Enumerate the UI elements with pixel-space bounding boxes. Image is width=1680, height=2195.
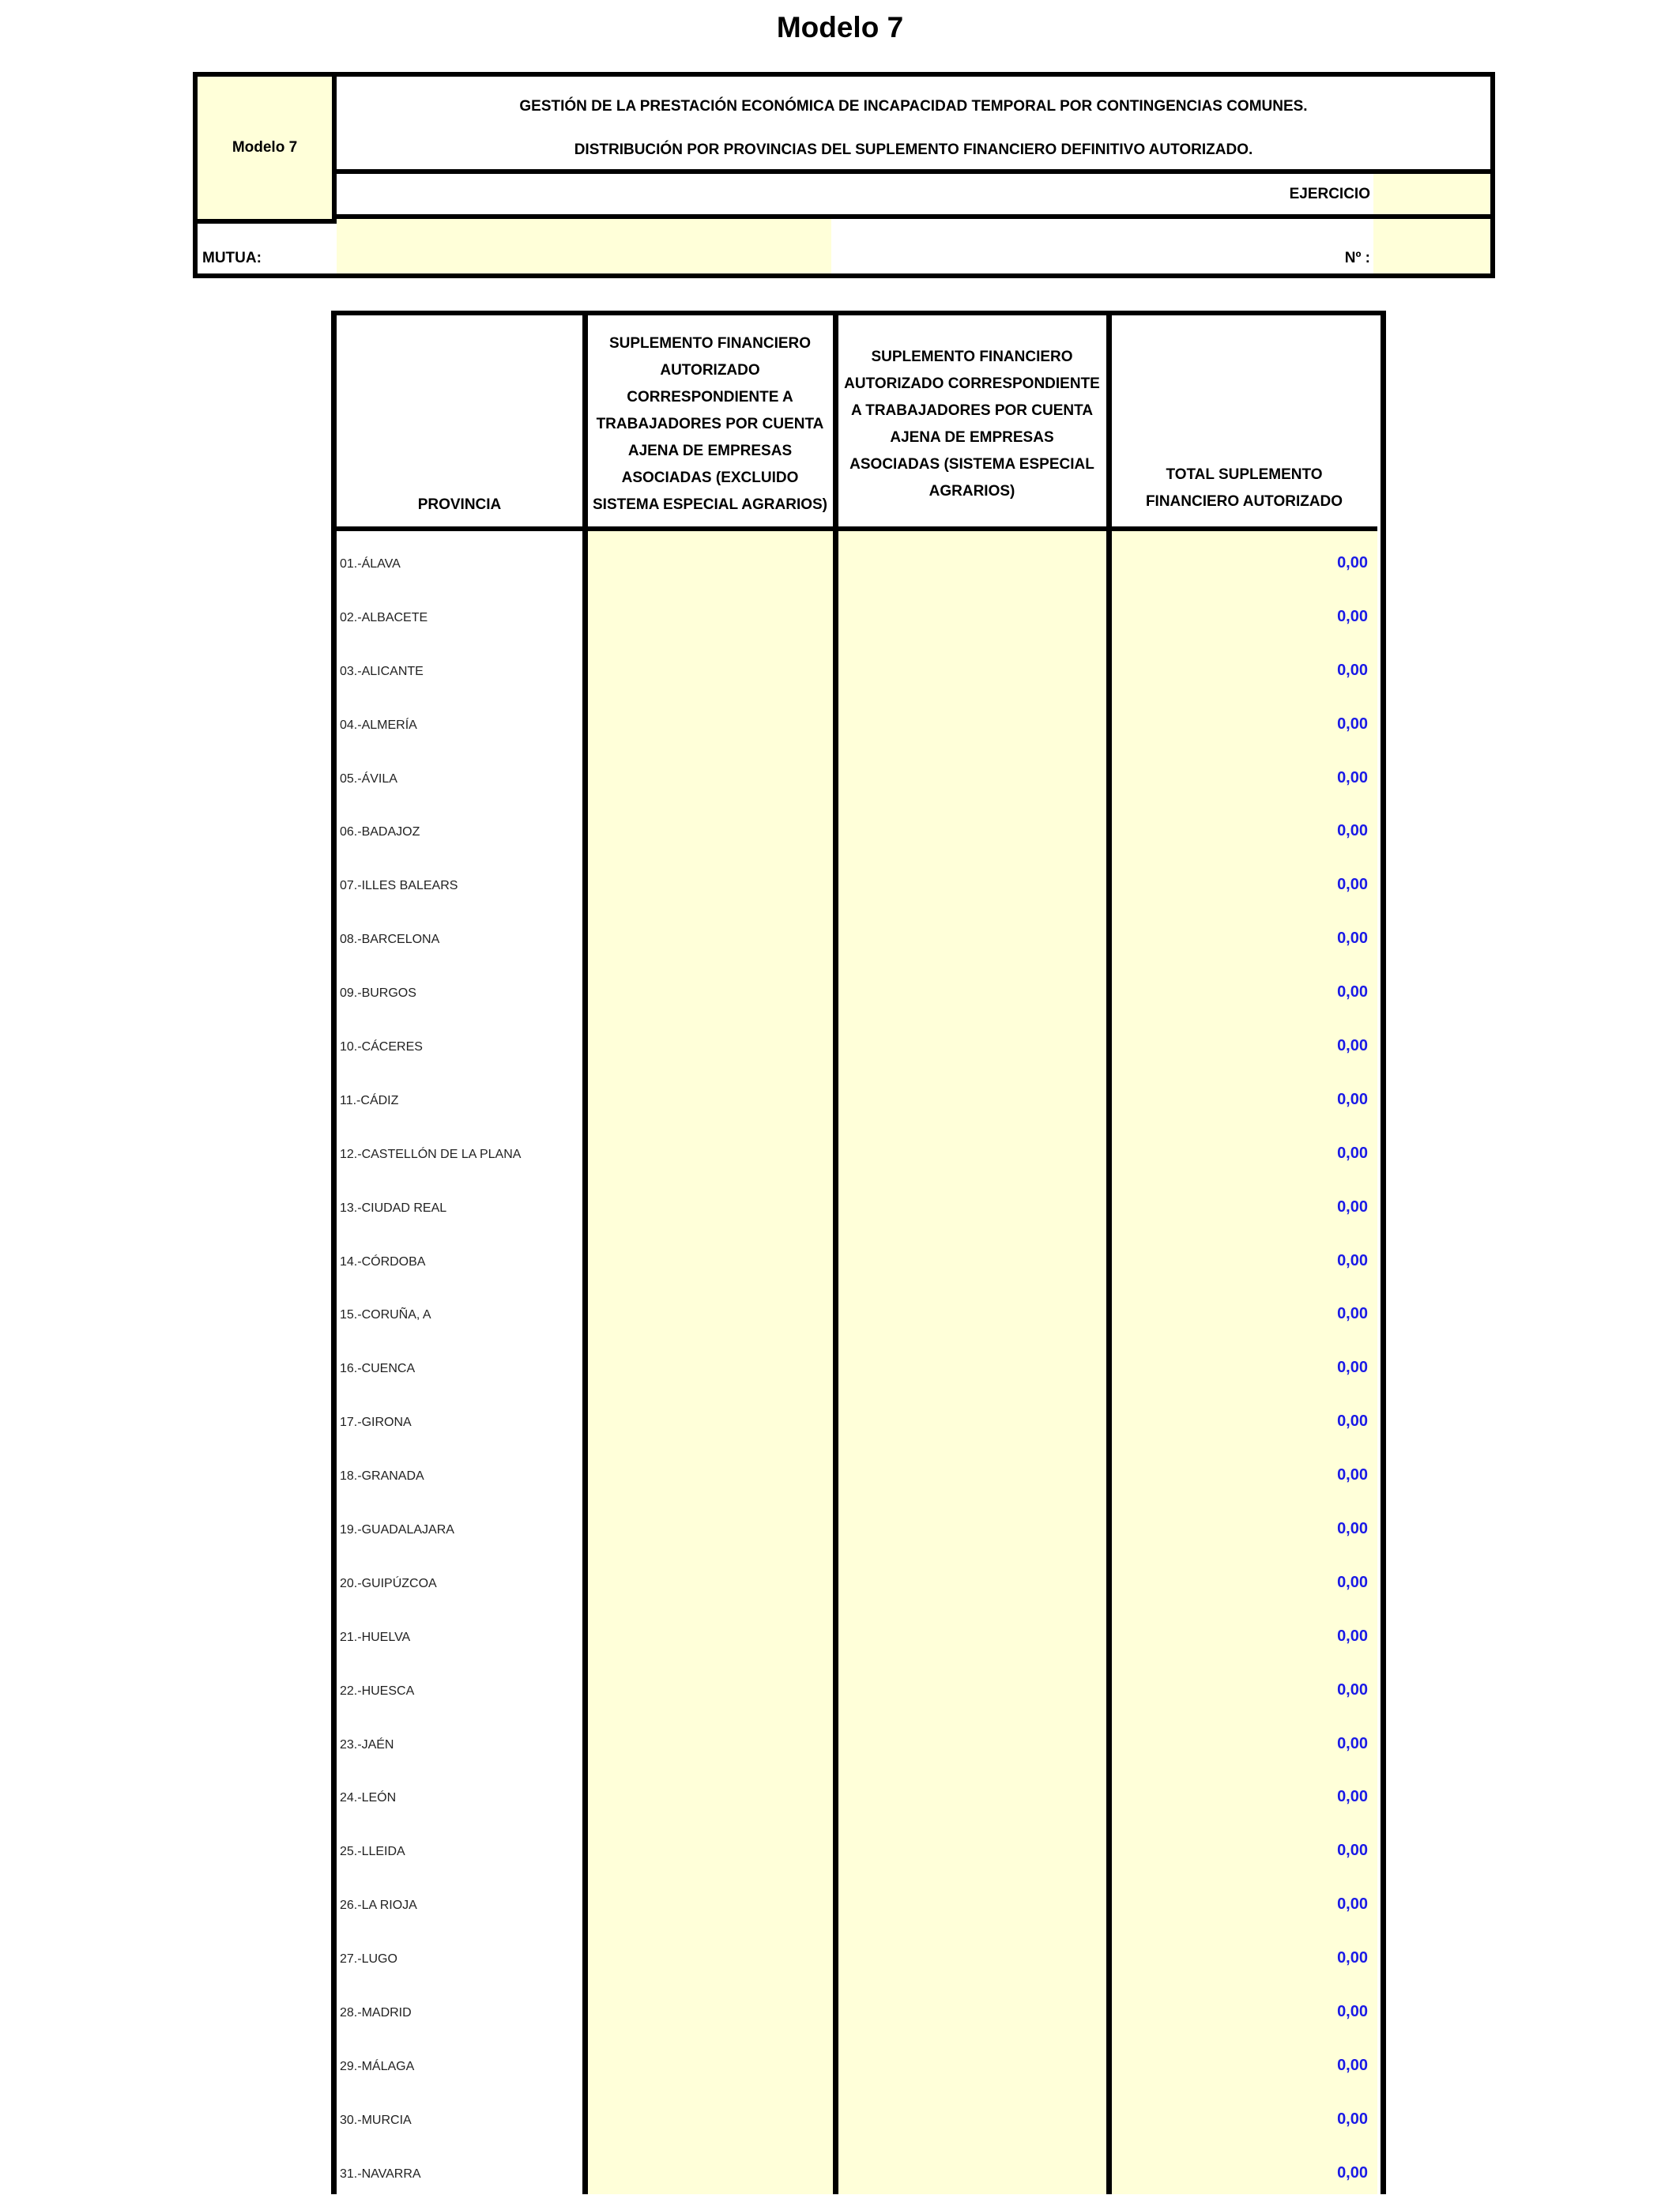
table-row <box>331 1014 1377 1068</box>
total-value: 0,00 <box>1337 1197 1368 1216</box>
total-value: 0,00 <box>1337 1842 1368 1860</box>
model-cell <box>198 77 337 224</box>
model-label: Modelo 7 <box>232 139 298 156</box>
provincia-name: 11.-CÁDIZ <box>340 1093 399 1107</box>
provincia-name: 30.-MURCIA <box>340 2113 412 2127</box>
total-value: 0,00 <box>1337 1090 1368 1108</box>
provincia-name: 20.-GUIPÚZCOA <box>340 1576 437 1590</box>
table-row <box>331 1819 1377 1873</box>
header-line: CORRESPONDIENTE A <box>627 388 793 405</box>
ejercicio-input[interactable] <box>1373 174 1490 214</box>
total-value: 0,00 <box>1337 607 1368 625</box>
total-value: 0,00 <box>1337 2003 1368 2021</box>
table-row <box>331 1980 1377 2034</box>
table-row <box>331 1336 1377 1390</box>
header-suplemento-excluido <box>587 315 833 526</box>
total-value: 0,00 <box>1337 1305 1368 1323</box>
table-row <box>331 960 1377 1014</box>
table-row <box>331 692 1377 746</box>
provincia-name: 13.-CIUDAD REAL <box>340 1201 447 1215</box>
provincia-name: 12.-CASTELLÓN DE LA PLANA <box>340 1147 522 1161</box>
table-top-border <box>331 311 1386 315</box>
provincia-name: 08.-BARCELONA <box>340 933 440 947</box>
total-value: 0,00 <box>1337 715 1368 733</box>
table-row <box>331 746 1377 800</box>
table-row <box>331 1497 1377 1551</box>
header-provincia <box>337 315 582 526</box>
form-title-line-1: GESTIÓN DE LA PRESTACIÓN ECONÓMICA DE INCAPACIDAD TEMPORAL POR CONTINGENCIAS COMUNES. <box>519 98 1308 115</box>
table-border-right <box>1381 311 1386 2194</box>
header-line: A TRABAJADORES POR CUENTA <box>850 402 1094 419</box>
table-row <box>331 639 1377 692</box>
table-row <box>331 1068 1377 1122</box>
page-title: Modelo 7 <box>776 11 904 43</box>
provincia-name: 06.-BADAJOZ <box>340 825 420 839</box>
total-value: 0,00 <box>1337 930 1368 948</box>
header-line: TRABAJADORES POR CUENTA <box>596 415 824 432</box>
table-row <box>331 853 1377 907</box>
table-body <box>331 531 1377 2195</box>
header-line: AUTORIZADO <box>660 361 760 379</box>
provincia-name: 17.-GIRONA <box>340 1416 412 1430</box>
total-value: 0,00 <box>1337 1251 1368 1269</box>
provincia-name: 22.-HUESCA <box>340 1684 415 1698</box>
mutua-label: MUTUA: <box>202 250 262 266</box>
table-row <box>331 1551 1377 1605</box>
total-value: 0,00 <box>1337 1573 1368 1591</box>
total-value: 0,00 <box>1337 876 1368 894</box>
header-line: AGRARIOS) <box>929 482 1015 500</box>
provincia-name: 23.-JAÉN <box>340 1737 394 1752</box>
table-row <box>331 1658 1377 1712</box>
header-provincia-line: PROVINCIA <box>417 496 502 513</box>
total-value: 0,00 <box>1337 1895 1368 1914</box>
table-row <box>331 1282 1377 1336</box>
table-row <box>331 2088 1377 2141</box>
form-title-line-2: DISTRIBUCIÓN POR PROVINCIAS DEL SUPLEMENTO FINANCIERO DEFINITIVO AUTORIZADO. <box>574 141 1253 158</box>
total-value: 0,00 <box>1337 1412 1368 1431</box>
header-line: AJENA DE EMPRESAS <box>890 428 1054 446</box>
provincia-name: 15.-CORUÑA, A <box>340 1308 431 1322</box>
total-value: 0,00 <box>1337 1949 1368 1967</box>
provincia-name: 01.-ÁLAVA <box>340 557 401 571</box>
provincia-name: 04.-ALMERÍA <box>340 718 417 732</box>
provincia-name: 02.-ALBACETE <box>340 610 428 624</box>
header-suplemento-agrarios <box>838 315 1106 526</box>
provincia-name: 27.-LUGO <box>340 1952 397 1967</box>
table-row <box>331 1873 1377 1926</box>
form-title-cell <box>337 77 1490 174</box>
total-value: 0,00 <box>1337 554 1368 571</box>
total-value: 0,00 <box>1337 2110 1368 2128</box>
provincia-name: 31.-NAVARRA <box>340 2167 421 2181</box>
table-row <box>331 1443 1377 1497</box>
provincia-name: 05.-ÁVILA <box>340 771 397 786</box>
header-line: SUPLEMENTO FINANCIERO <box>608 334 812 352</box>
table-row <box>331 1605 1377 1658</box>
header-line: TOTAL SUPLEMENTO <box>1166 466 1323 483</box>
provincia-name: 18.-GRANADA <box>340 1469 424 1484</box>
total-value: 0,00 <box>1337 822 1368 840</box>
provincia-name: 14.-CÓRDOBA <box>340 1254 426 1269</box>
total-value: 0,00 <box>1337 1680 1368 1699</box>
table-row <box>331 585 1377 639</box>
provincia-name: 10.-CÁCERES <box>340 1040 423 1054</box>
table-row <box>331 2141 1377 2195</box>
provincia-name: 16.-CUENCA <box>340 1362 416 1376</box>
table-row <box>331 1122 1377 1175</box>
total-value: 0,00 <box>1337 2163 1368 2182</box>
provincia-name: 26.-LA RIOJA <box>340 1899 417 1913</box>
table-row <box>331 531 1377 585</box>
total-value: 0,00 <box>1337 1037 1368 1055</box>
table-row <box>331 1175 1377 1229</box>
table-row <box>331 1712 1377 1766</box>
total-value: 0,00 <box>1337 1520 1368 1538</box>
total-value: 0,00 <box>1337 1788 1368 1806</box>
total-value: 0,00 <box>1337 1734 1368 1752</box>
provincia-name: 09.-BURGOS <box>340 986 416 1001</box>
provincia-name: 28.-MADRID <box>340 2006 412 2020</box>
table-row <box>331 1390 1377 1443</box>
table-row <box>331 2034 1377 2088</box>
provincia-name: 21.-HUELVA <box>340 1630 411 1644</box>
table-row <box>331 1229 1377 1283</box>
provincia-name: 19.-GUADALAJARA <box>340 1523 454 1537</box>
header-line: FINANCIERO AUTORIZADO <box>1145 493 1343 510</box>
header-line: AUTORIZADO CORRESPONDIENTE <box>844 375 1100 392</box>
provincia-name: 25.-LLEIDA <box>340 1845 405 1859</box>
header-line: SUPLEMENTO FINANCIERO <box>871 348 1073 365</box>
ejercicio-label: EJERCICIO <box>1289 186 1370 202</box>
ejercicio-row <box>337 174 1490 219</box>
table-row <box>331 1765 1377 1819</box>
total-value: 0,00 <box>1337 1144 1368 1162</box>
provincias-table <box>331 311 1386 2194</box>
header-line: ASOCIADAS (EXCLUIDO <box>621 469 799 486</box>
table-row <box>331 907 1377 960</box>
total-value: 0,00 <box>1337 1466 1368 1484</box>
header-line: SISTEMA ESPECIAL AGRARIOS) <box>593 496 827 513</box>
header-line: AJENA DE EMPRESAS <box>627 442 793 459</box>
header-line: ASOCIADAS (SISTEMA ESPECIAL <box>849 455 1094 473</box>
total-value: 0,00 <box>1337 768 1368 786</box>
numero-input[interactable] <box>1373 219 1490 273</box>
provincia-name: 24.-LEÓN <box>340 1791 397 1805</box>
total-value: 0,00 <box>1337 983 1368 1001</box>
provincia-name: 07.-ILLES BALEARS <box>340 879 458 893</box>
total-value: 0,00 <box>1337 2056 1368 2074</box>
provincia-name: 29.-MÁLAGA <box>340 2059 415 2073</box>
provincia-name: 03.-ALICANTE <box>340 664 424 678</box>
total-value: 0,00 <box>1337 1359 1368 1377</box>
mutua-input[interactable] <box>337 219 831 273</box>
total-value: 0,00 <box>1337 661 1368 679</box>
table-row <box>331 1926 1377 1980</box>
header-total <box>1111 315 1377 526</box>
table-row <box>331 799 1377 853</box>
form-header <box>193 72 1495 278</box>
numero-label: Nº : <box>1344 250 1370 266</box>
total-value: 0,00 <box>1337 1627 1368 1645</box>
